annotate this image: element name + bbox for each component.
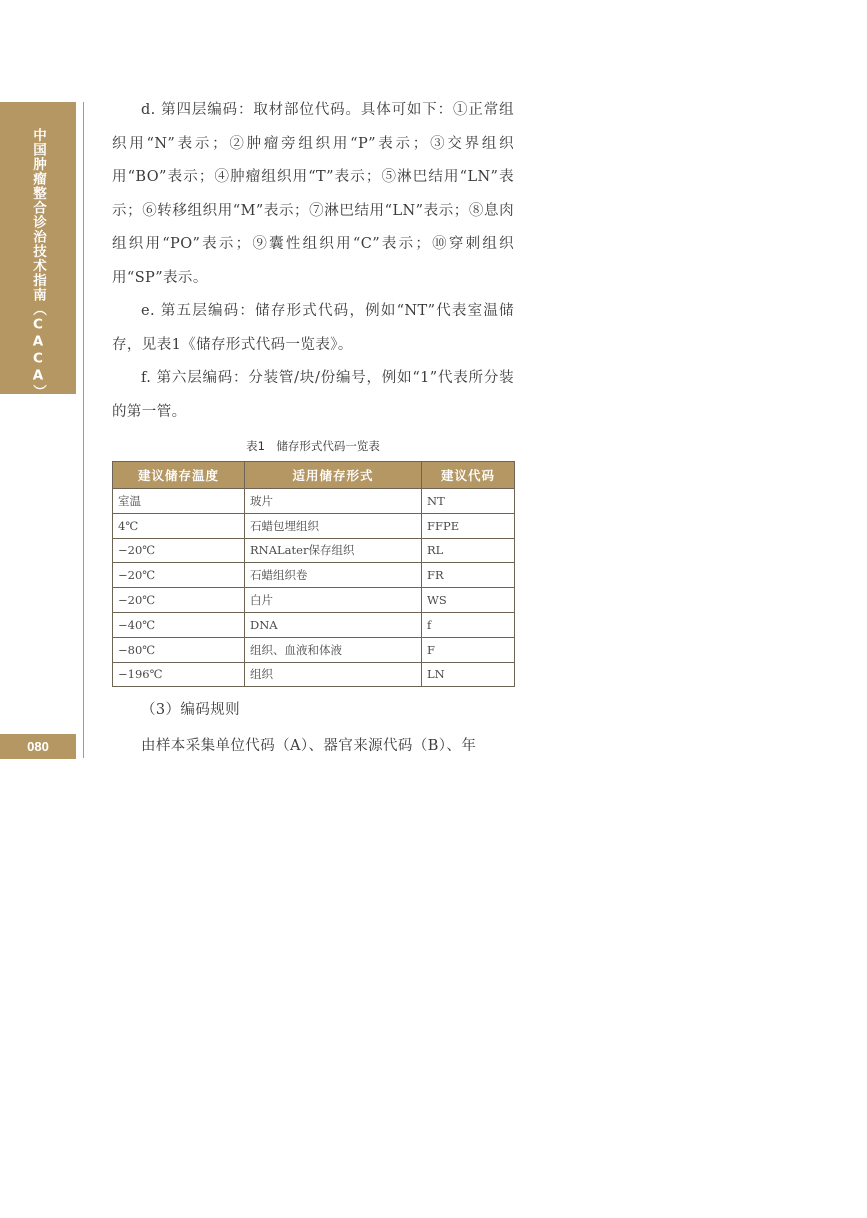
table-caption: 表1 储存形式代码一览表 xyxy=(246,439,380,453)
paragraph-f: f. 第六层编码：分装管/块/份编号，例如“1”代表所分装的第一管。 xyxy=(112,370,514,420)
cell-code: f xyxy=(422,612,515,637)
table-row xyxy=(113,538,515,563)
sidebar-title-tab xyxy=(0,102,76,399)
table-row xyxy=(113,612,515,637)
cell-temperature: −20℃ xyxy=(113,538,245,563)
header-temperature: 建议储存温度 xyxy=(113,462,245,489)
cell-temperature: −80℃ xyxy=(113,637,245,662)
cell-storage-form: RNALater保存组织 xyxy=(245,538,422,563)
paragraph-d: d. 第四层编码：取材部位代码。具体可如下：①正常组织用“N”表示；②肿瘤旁组织用“P”表示；③交界组织用“BO”表示；④肿瘤组织用“T”表示；⑤淋巴结用“LN”表示；⑥转移组织用“M”表示；⑦淋巴结用“LN”表示；⑧息肉组织用“PO”表示；⑨囊性组织用“C”表示；⑩穿刺组织用“SP”表示。 xyxy=(112,102,514,286)
cell-temperature: −40℃ xyxy=(113,612,245,637)
cell-storage-form: DNA xyxy=(245,612,422,637)
cell-storage-form: 玻片 xyxy=(245,489,422,514)
cell-temperature: −20℃ xyxy=(113,563,245,588)
storage-code-table xyxy=(112,461,515,687)
section-heading: （3）编码规则 xyxy=(141,702,241,718)
sidebar-title: 中国肿瘤整合诊治技术指南（CACA） xyxy=(30,128,46,399)
cell-code: FFPE xyxy=(422,513,515,538)
cell-code: LN xyxy=(422,662,515,687)
cell-storage-form: 白片 xyxy=(245,588,422,613)
paragraph-e: e. 第五层编码：储存形式代码，例如“NT”代表室温储存，见表1《储存形式代码一览表》。 xyxy=(112,303,514,353)
cell-code: RL xyxy=(422,538,515,563)
vertical-divider xyxy=(83,102,84,758)
table-row xyxy=(113,489,515,514)
cell-code: WS xyxy=(422,588,515,613)
last-line: 由样本采集单位代码（A）、器官来源代码（B）、年 xyxy=(141,738,477,754)
table-row xyxy=(113,588,515,613)
cell-storage-form: 石蜡包埋组织 xyxy=(245,513,422,538)
cell-storage-form: 组织 xyxy=(245,662,422,687)
header-code: 建议代码 xyxy=(422,462,515,489)
cell-temperature: 4℃ xyxy=(113,513,245,538)
table-row xyxy=(113,563,515,588)
table-header-row xyxy=(113,462,515,489)
after-table-text xyxy=(112,692,514,764)
page-number: 080 xyxy=(0,734,76,759)
header-storage-form: 适用储存形式 xyxy=(245,462,422,489)
table-row xyxy=(113,513,515,538)
cell-code: F xyxy=(422,637,515,662)
cell-code: NT xyxy=(422,489,515,514)
cell-storage-form: 石蜡组织卷 xyxy=(245,563,422,588)
table-row xyxy=(113,637,515,662)
cell-code: FR xyxy=(422,563,515,588)
table-row xyxy=(113,662,515,687)
cell-temperature: −196℃ xyxy=(113,662,245,687)
cell-storage-form: 组织、血液和体液 xyxy=(245,637,422,662)
body-text xyxy=(112,94,514,429)
cell-temperature: −20℃ xyxy=(113,588,245,613)
cell-temperature: 室温 xyxy=(113,489,245,514)
